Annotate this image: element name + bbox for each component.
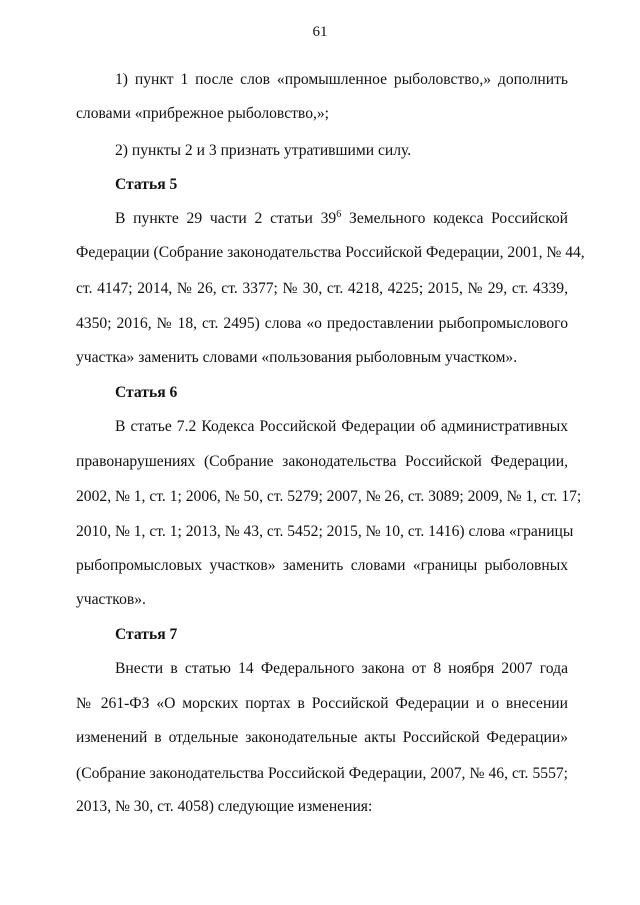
- paragraph-line: В пункте 29 части 2 статьи $39^6$ Земельного кодекса Российской: [115, 208, 568, 227]
- paragraph-line: Федерации (Собрание законодательства Российской Федерации, 2001, № 44,: [76, 244, 585, 261]
- paragraph-line: 2010, № 1, ст. 1; 2013, № 43, ст. 5452; 2015, № 10, ст. 1416) слова «границы: [76, 523, 574, 540]
- article-heading: Статья 6: [115, 384, 178, 401]
- paragraph-line: Внести в статью 14 Федерального закона от 8 ноября 2007 года: [115, 660, 568, 677]
- paragraph-line: изменений в отдельные законодательные акты Российской Федерации»: [76, 729, 568, 746]
- article-heading: Статья 5: [115, 176, 178, 193]
- article-heading: Статья 7: [115, 626, 178, 643]
- page-number: 61: [312, 24, 328, 40]
- paragraph-line: ст. 4147; 2014, № 26, ст. 3377; № 30, ст. 4218, 4225; 2015, № 29, ст. 4339,: [76, 280, 568, 297]
- paragraph-line: 2013, № 30, ст. 4058) следующие изменения:: [76, 798, 373, 815]
- paragraph-line: словами «прибрежное рыболовство,»;: [76, 105, 330, 122]
- paragraph-line: В статье 7.2 Кодекса Российской Федерации об административных: [115, 418, 568, 435]
- paragraph-line: № 261-ФЗ «О морских портах в Российской Федерации и о внесении: [76, 695, 568, 712]
- paragraph-line: 2002, № 1, ст. 1; 2006, № 50, ст. 5279; 2007, № 26, ст. 3089; 2009, № 1, ст. 17;: [76, 488, 582, 505]
- superscript: 6: [336, 208, 342, 220]
- paragraph-line: участка» заменить словами «пользования рыболовным участком».: [76, 349, 518, 366]
- paragraph-line: 4350; 2016, № 18, ст. 2495) слова «о предоставлении рыбопромыслового: [76, 315, 568, 332]
- paragraph-line: правонарушениях (Собрание законодательства Российской Федерации,: [76, 453, 568, 470]
- paragraph-line: 2) пункты 2 и 3 признать утратившими силу.: [115, 142, 412, 159]
- paragraph-line: участков».: [76, 591, 146, 608]
- paragraph-line: (Собрание законодательства Российской Федерации, 2007, № 46, ст. 5557;: [76, 765, 568, 782]
- paragraph-line: 1) пункт 1 после слов «промышленное рыболовство,» дополнить: [115, 71, 568, 88]
- paragraph-line: рыбопромысловых участков» заменить словами «границы рыболовных: [76, 557, 568, 574]
